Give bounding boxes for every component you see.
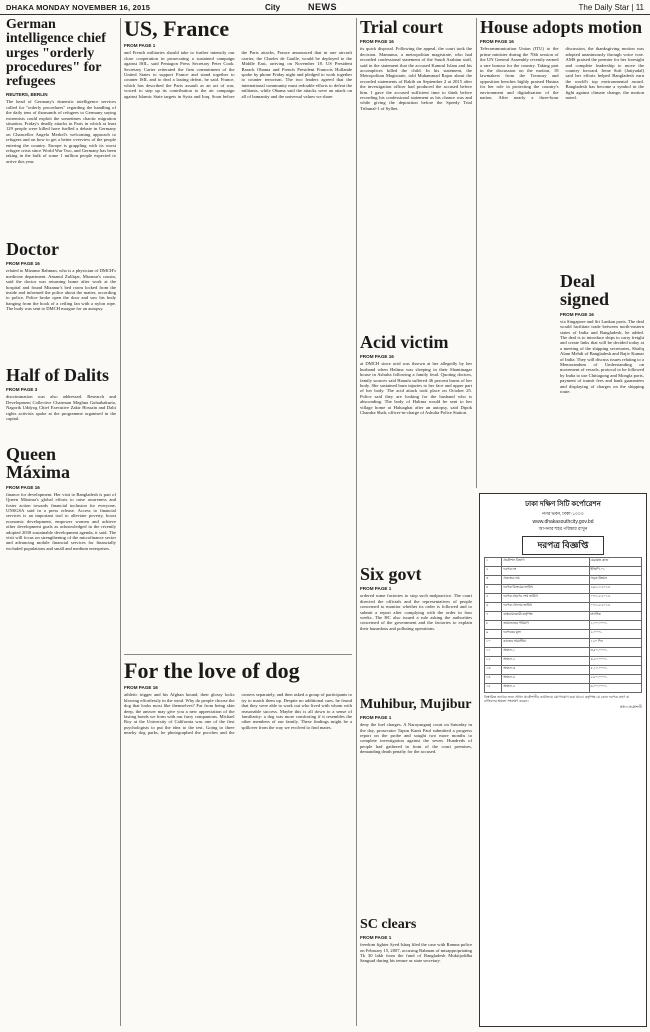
table-row [485, 567, 642, 576]
masthead-page: The Daily Star | 11 [578, 2, 644, 12]
table-cell: ১ [485, 558, 502, 567]
table-cell: প্রকল্পের নাম [502, 576, 589, 585]
table-cell: ৯ [485, 630, 502, 639]
article-sc-clears [360, 918, 472, 1026]
byline-six-govt: FROM PAGE 1 [360, 586, 392, 592]
table-row [485, 648, 642, 657]
table-cell: ১১ [485, 648, 502, 657]
table-cell: জামানতের পরিমাণ [502, 621, 589, 630]
byline-acid-victim: FROM PAGE 16 [360, 354, 394, 360]
column-rule [120, 18, 121, 1026]
table-cell: ১০ [485, 639, 502, 648]
table-cell: মেরামত কাজ [589, 558, 642, 567]
byline-house-motion: FROM PAGE 16 [480, 39, 514, 45]
headline-deal-signed: Deal signed [560, 272, 610, 310]
table-cell: ৬ [485, 603, 502, 612]
column-rule [476, 18, 477, 488]
section-rule [124, 654, 352, 655]
article-german [6, 18, 116, 233]
body-dalits: discrimination was also addressed. Research and Development Collective Chairman Meghna Guhathakurta, Nagorik Uddyog Chief Executive Zakir Hossain and Dalit rights activists spoke at the programme organised in the capital. [6, 394, 116, 421]
article-acid-victim [360, 333, 472, 558]
table-cell: ১৫ [485, 684, 502, 693]
table-cell: ২ [485, 567, 502, 576]
tender-notice-ad [479, 493, 647, 1027]
body-acid-victim: at DMCH since acid was thrown at her allegedly by her husband when Halima was sleeping in their Shantinagar house in Ashulia following a family feud. Quoting doctors, family sources said Hanufa suffered 46 percent burns of her body. She sustained burn injuries to her face and upper part of her body. The acid attack took place on October 25. Police said they are looking for the husband who is absconding. The body of Halima would be sent to her village home at Haluaghat after an autopsy, said Dipok Chandra Shah, officer-in-charge of Ashulia Police Station. [360, 361, 472, 416]
headline-us-france: US, France [124, 18, 230, 41]
body-sc-clears: freedom fighter Syed Ishaq filed the case with Ramna police on February 15, 2007, accusing Rahman of misappropriating Tk 30 lakh from the fund of Bangladesh Muktijoddha Sangsad during his tenure as state secretary. [360, 942, 472, 964]
table-cell: ১২০ দিন [589, 639, 642, 648]
table-row [485, 657, 642, 666]
table-cell: কাজের সময়সীমা [502, 639, 589, 648]
table-cell: অঞ্চল-২ [502, 657, 589, 666]
headline-acid-victim: Acid victim [360, 333, 449, 352]
table-cell: অঞ্চল-৪ [502, 675, 589, 684]
byline-trial-court: FROM PAGE 16 [360, 39, 394, 45]
byline-queen: FROM PAGE 16 [6, 484, 40, 490]
table-row [485, 621, 642, 630]
article-trial-court [360, 18, 472, 328]
table-cell: ৪,২০,০০০/- [589, 657, 642, 666]
table-cell: দরপত্র নং [502, 567, 589, 576]
table-cell: ইজিপি-০১ [589, 567, 642, 576]
body-deal-signed: via Singapore and Sri Lankan ports. The deal would facilitate trade between north-eastern states of India and Bangladesh, he added. The deal is to introduce ships to carry freight and create links that will be decided today at a meeting of the shipping secretaries, Shafiq Alam Mehdi of Bangladesh and Rajiv Kumar of India. They will discuss issues relating to a Memorandum of Understanding on movement of vessels, protocol to be followed by India to use Chittagong and Mongla ports, payment of transit fees and bank guarantees and displaying of charges on the shipping route. [560, 318, 644, 394]
headline-six-govt: Six govt [360, 565, 422, 584]
table-row [485, 576, 642, 585]
table-row [485, 612, 642, 621]
byline-dog: FROM PAGE 16 [124, 685, 158, 691]
table-cell: ১৩ [485, 666, 502, 675]
byline-deal-signed: FROM PAGE 16 [560, 311, 594, 317]
table-cell: ৮ [485, 621, 502, 630]
masthead [0, 0, 650, 15]
table-row [485, 603, 642, 612]
table-cell: দরপত্রের মূল্য [502, 630, 589, 639]
table-cell: ১৪ [485, 675, 502, 684]
table-row [485, 585, 642, 594]
body-six-govt: ordered some factories to stop such malpractice. The court directed the officials and the representatives of people concerned to monitor whether its order is followed and to submit a report after complying with the order in four weeks. The HC also issued a rule asking the authorities concerned of the government and the factories to explain their hazardous and polluting operations. [360, 593, 472, 631]
table-row [485, 630, 642, 639]
table-row [485, 558, 642, 567]
article-dog [124, 660, 352, 1027]
table-row [485, 684, 642, 693]
body-queen: finance for development. Her visit to Bangladesh is part of Queen Máxima's global efforts to raise awareness and foster action towards financial inclusion for everyone, UNSGSA said in a press release. Access to financial services is an important tool to alleviate poverty, boost economic development, empower women and achieve other development goals as acknowledged in the recently adopted 2030 sustainable development agenda, it said. The visit will focus on strengthening of the microfinance sector and advancing mobile financial services for financially excluded populations and small and medium enterprises. [6, 491, 116, 551]
headline-queen: Queen Máxima [6, 445, 70, 483]
table-row [485, 639, 642, 648]
notice-org-name: ঢাকা দক্ষিণ সিটি কর্পোরেশন [525, 500, 601, 508]
article-doctor [6, 240, 116, 360]
byline-us-france: FROM PAGE 1 [124, 43, 156, 49]
table-cell: ২,০০০/- [589, 630, 642, 639]
headline-muhibur: Muhibur, Mujibur [360, 698, 472, 712]
table-cell: সড়ক উন্নয়ন [589, 576, 642, 585]
article-us-france [124, 18, 352, 648]
table-cell: ১২ [485, 657, 502, 666]
table-cell: দরপত্র গ্রহণের শেষ তারিখ [502, 594, 589, 603]
headline-house-motion: House adopts motion [480, 18, 643, 37]
table-row [485, 666, 642, 675]
body-german: The head of Germany's domestic intelligence services called for "orderly procedures" regarding the handling of the daily tens of thousands of refugees to Germany saying extremists could exploit the sometimes chaotic migration situation. Friday's deadly attacks in Paris in which at least 129 people were killed have fuelled a debate in Germany on Chancellor Angela Merkel's welcoming approach to refugees and on how to get a better overview of the people entering the country. Europe is grappling with its worst refugee crisis since World War Two, and Germany has been taking in the bulk of some 1 million people expected to arrive this year. [6, 99, 116, 164]
notice-footer: বিস্তারিত তথ্যের জন্য প্রধান প্রকৌশলীর কার্যালয়ে যোগাযোগ করা যাবে। কর্তৃপক্ষ যে কোন দরপত্র গ্রহণ বা বাতিলের ক্ষমতা সংরক্ষণ করেন। [484, 695, 630, 704]
table-cell: ৩ [485, 576, 502, 585]
byline-sc-clears: FROM PAGE 1 [360, 935, 392, 941]
table-cell: অঞ্চল-৫ [502, 684, 589, 693]
table-cell: ১,০০,০০০/- [589, 621, 642, 630]
masthead-news: NEWS [308, 2, 337, 12]
article-muhibur [360, 698, 472, 913]
table-cell: অঞ্চল-১ [502, 648, 589, 657]
notice-tagline: আপনার শহর পরিষ্কার রাখুন [538, 526, 588, 531]
table-cell: অঞ্চল-৩ [502, 666, 589, 675]
notice-signature: প্রধান প্রকৌশলী [619, 705, 642, 710]
byline-dalits: FROM PAGE 3 [6, 387, 38, 393]
table-cell: দরপত্র বিক্রয়ের তারিখ [502, 585, 589, 594]
body-house-motion: Telecommunication Union (ITU) to the prime minister during the 70th session of the UN General Assembly recently earned a rare honour for the country. Taking part in the discussion on the motion, 18 lawmakers from the Treasury and opposition benches highly praised Hasina for her role in protecting the country's environment and digitalisation of the nation. After nearly a three-hour discussion, the thanksgiving motion was adopted unanimously through voice vote. AMS praised the premier for her foresight and complete leadership to move the country forward. Irene Sufi (Jatiyadal) said her efforts helped Bangladesh earn the world's top environmental award. Bangladesh has become a symbol in the fight against climate change, the motion noted. [480, 46, 644, 101]
table-cell: ৩,৫০,০০০/- [589, 648, 642, 657]
table-row [485, 675, 642, 684]
headline-german: German intelligence chief urges "orderly procedures" for refugees [6, 18, 106, 90]
table-cell: ১৬/১১/২০১৫ [589, 585, 642, 594]
body-trial-court: its quick disposal. Following the appeal, the court took the decision. Mamunur, a metropolitan magistrate, who had recorded confessional statement of the Saudi Arabian staff, said in the statement that the accused Kamrul Islam and his accomplices killed the child. In his statement, the Metropolitan Magistrate, told Muhammad Rajon about the recorded statements of Rakib on September 2 at 2015 after the investigation officer had produced the accused before him. I gave the accused sufficient time to think before recording his confessional statement as his chance was and while giving the deposition before the Speedy Trial Tribunal-1 of Sylhet. [360, 46, 472, 111]
table-cell: প্রকৌশল বিভাগ [502, 558, 589, 567]
masthead-section: City [265, 2, 281, 12]
table-cell: ৫ [485, 594, 502, 603]
notice-table [484, 557, 642, 693]
byline-muhibur: FROM PAGE 1 [360, 715, 392, 721]
table-cell: দরপত্র খোলার তারিখ [502, 603, 589, 612]
byline-german: REUTERS, BERLIN [6, 92, 48, 98]
body-doctor: related to Mizanur Rahman, who is a physician of DMCH's medicine department. Amanul Zulfiqar, Mizanur's cousin, said the doctor was returning home after work at the hospital and found Mizanur's bed room locked from the inside and informed the police about the matter, according to police. Police broke open the door and saw his body hanging from the hook of a ceiling fan with a nylon rope. The body was sent to DMCH morgue for an autopsy. [6, 268, 116, 312]
headline-dog: For the love of dog [124, 660, 300, 683]
table-cell: ৭ [485, 612, 502, 621]
column-rule [356, 18, 357, 1026]
table-cell: ঢাদসিক [589, 612, 642, 621]
article-deal-signed [560, 272, 644, 487]
table-cell: বাস্তবায়নকারী কর্তৃপক্ষ [502, 612, 589, 621]
headline-dalits: Half of Dalits [6, 366, 109, 385]
table-cell: ০৭/১২/২০১৫ [589, 594, 642, 603]
body-dog: athletic trigger and his Afghan hound, their glossy locks blowing effortlessly in the wind. Why do people choose the dog that looks most like themselves? Far from being skin deep, the answer may give you a new appreciation of the lasting bonds we form with our furry companions. Michael Roy at the University of California was one of the first psychologists to put the idea to the test. Going to three nearby dog parks, he photographed the pooches and the owners separately, and then asked a group of participants to try to match them up. Despite no additional cues, he found that they were able to work out who lived with whom with reasonable success. Maybe this is all down to a sense of familiarity: a dog was more comforting if it resembles the other members of our family. These findings might be a spillover from the way we evolved to find mates. [124, 692, 352, 736]
table-row [485, 594, 642, 603]
notice-website: www.dhakasouthcity.gov.bd [532, 519, 594, 525]
byline-doctor: FROM PAGE 16 [6, 261, 40, 267]
table-cell: ৬,০০,০০০/- [589, 684, 642, 693]
headline-sc-clears: SC clears [360, 918, 417, 932]
body-muhibur: deny the fuel charges. A Narayanganj court on Saturday in the day, prosecutor Tapon Kanti Paul submitted a progress report on the probe and sought two more months to complete investigation against the seven. Hundreds of people had gathered in front of the court premises, demanding death penalty for the accused. [360, 722, 472, 755]
table-cell: ২,৮০,০০০/- [589, 675, 642, 684]
table-cell: ৫,১০,০০০/- [589, 666, 642, 675]
table-cell: ৪ [485, 585, 502, 594]
headline-doctor: Doctor [6, 240, 59, 259]
masthead-date: DHAKA MONDAY NOVEMBER 16, 2015 [6, 2, 151, 12]
article-house-motion [480, 18, 644, 268]
headline-trial-court: Trial court [360, 18, 444, 37]
notice-title: দরপত্র বিজ্ঞপ্তি [522, 536, 604, 555]
table-cell: ০৭/১২/২০১৫ [589, 603, 642, 612]
notice-address: নগর ভবন, ঢাকা-১০০০ [542, 511, 584, 516]
article-six-govt [360, 565, 472, 690]
article-queen [6, 445, 116, 1027]
article-dalits [6, 366, 116, 441]
body-us-france: and French militaries should take to further intensify our close cooperation in prosecuting a sustained campaign against ISIL, said Pentagon Press Secretary Peter Cook. Secretary Carter reiterated the firm commitment of the United States to support France and stand together to counter ISIL and to deal a lasting defeat, he said. France, which has described the Paris assault as an act of war, vowed to step up its contribution to the air campaign against Islamic State targets in Syria and Iraq. Soon before the Paris attacks, France announced that in one aircraft carrier, the Charles de Gaulle, would be deployed to the Middle East, arriving on November 18. US President Barack Obama and French President Francois Hollande spoke by phone Friday night and pledged to work together to counter terrorism. The two leaders agreed that the international community must redouble efforts to defeat the militants, while Obama said the attacks were an attack on all of humanity and the universal values we share. [124, 50, 352, 99]
